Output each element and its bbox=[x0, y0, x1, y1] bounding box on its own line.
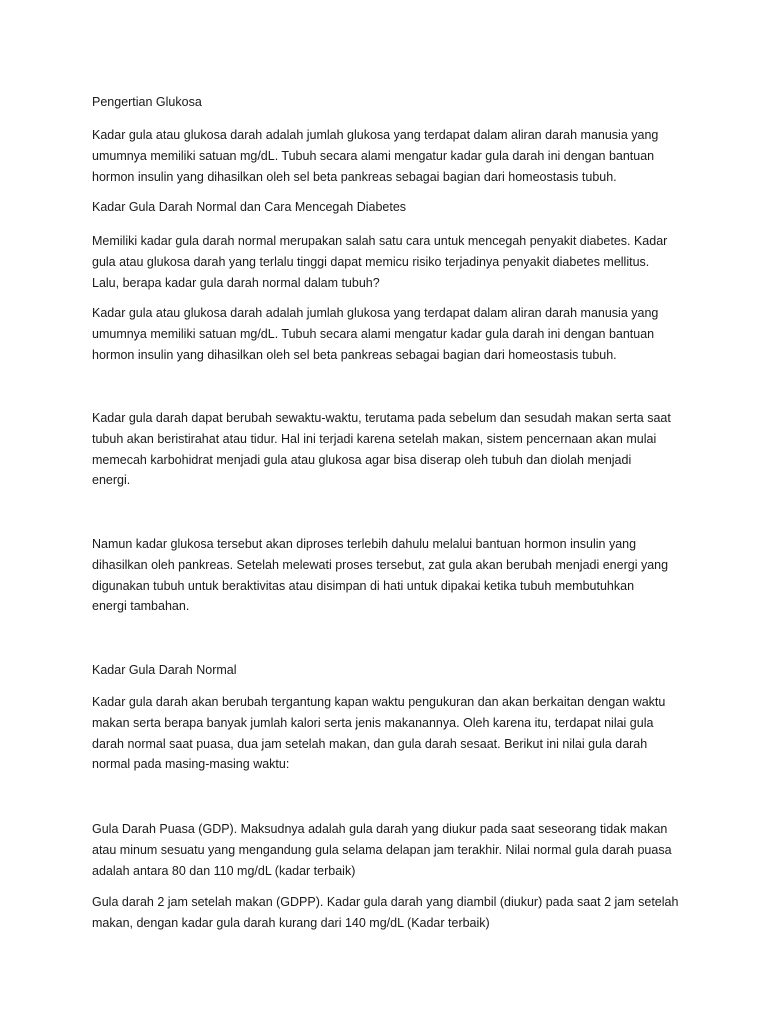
text-line: makan serta berapa banyak jumlah kalori serta jenis makanannya. Oleh karena itu, terdapat nilai gula bbox=[92, 715, 654, 730]
text-line: Kadar gula darah akan berubah tergantung kapan waktu pengukuran dan akan berkaitan dengan waktu bbox=[92, 695, 666, 709]
heading-kadar-gula-darah-normal: Kadar Gula Darah Normal bbox=[92, 663, 237, 677]
paragraph-mencegah-diabetes bbox=[92, 231, 684, 293]
text-line: dihasilkan oleh pankreas. Setelah melewati proses tersebut, zat gula akan berubah menjadi energi yang bbox=[92, 557, 669, 572]
paragraph-definisi-glukosa bbox=[92, 125, 684, 187]
paragraph-waktu-pengukuran bbox=[92, 692, 684, 775]
text-line: Gula Darah Puasa (GDP). Maksudnya adalah gula darah yang diukur pada saat seseorang tidak makan bbox=[92, 822, 668, 836]
text-line: umumnya memiliki satuan mg/dL. Tubuh secara alami mengatur kadar gula darah ini dengan bantuan bbox=[92, 148, 655, 163]
text-line: energi tambahan. bbox=[92, 599, 190, 614]
text-line: memecah karbohidrat menjadi gula atau glukosa agar bisa diserap oleh tubuh dan diolah menjadi bbox=[92, 452, 632, 467]
paragraph-definisi-glukosa-repeat bbox=[92, 303, 684, 365]
paragraph-gula-darah-2-jam bbox=[92, 892, 684, 934]
text-line: energi. bbox=[92, 473, 131, 488]
text-line: Gula darah 2 jam setelah makan (GDPP). Kadar gula darah yang diambil (diukur) pada saat 2 jam setelah bbox=[92, 895, 679, 909]
paragraph-gula-darah-puasa bbox=[92, 819, 684, 881]
text-line: digunakan tubuh untuk beraktivitas atau disimpan di hati untuk dipakai ketika tubuh membutuhkan bbox=[92, 578, 635, 593]
text-line: Namun kadar glukosa tersebut akan diproses terlebih dahulu melalui bantuan hormon insulin yang bbox=[92, 537, 637, 551]
text-line: Kadar gula atau glukosa darah adalah jumlah glukosa yang terdapat dalam aliran darah manusia yang bbox=[92, 128, 659, 142]
text-line: normal pada masing-masing waktu: bbox=[92, 757, 290, 772]
heading-kadar-normal-cegah-diabetes: Kadar Gula Darah Normal dan Cara Mencegah Diabetes bbox=[92, 200, 407, 214]
text-line: hormon insulin yang dihasilkan oleh sel beta pankreas sebagai bagian dari homeostasis tubuh. bbox=[92, 347, 617, 362]
text-line: Memiliki kadar gula darah normal merupakan salah satu cara untuk mencegah penyakit diabetes. Kadar bbox=[92, 234, 668, 248]
text-line: umumnya memiliki satuan mg/dL. Tubuh secara alami mengatur kadar gula darah ini dengan bantuan bbox=[92, 326, 655, 341]
text-line: makan, dengan kadar gula darah kurang dari 140 mg/dL (Kadar terbaik) bbox=[92, 915, 490, 930]
text-line: hormon insulin yang dihasilkan oleh sel beta pankreas sebagai bagian dari homeostasis tubuh. bbox=[92, 169, 617, 184]
text-line: gula atau glukosa darah yang terlalu tinggi dapat memicu risiko terjadinya penyakit diabetes mellitus. bbox=[92, 254, 650, 269]
text-line: Kadar gula darah dapat berubah sewaktu-waktu, terutama pada sebelum dan sesudah makan serta saat bbox=[92, 411, 671, 425]
paragraph-hormon-insulin bbox=[92, 534, 684, 617]
text-line: atau minum sesuatu yang mengandung gula selama delapan jam terakhir. Nilai normal gula darah puasa bbox=[92, 842, 672, 857]
heading-pengertian-glukosa: Pengertian Glukosa bbox=[92, 95, 202, 109]
text-line: Kadar gula atau glukosa darah adalah jumlah glukosa yang terdapat dalam aliran darah manusia yang bbox=[92, 306, 659, 320]
text-line: adalah antara 80 dan 110 mg/dL (kadar terbaik) bbox=[92, 863, 356, 878]
paragraph-perubahan-kadar bbox=[92, 408, 684, 491]
text-line: tubuh akan beristirahat atau tidur. Hal ini terjadi karena setelah makan, sistem pencernaan akan mulai bbox=[92, 431, 657, 446]
text-line: darah normal saat puasa, dua jam setelah makan, dan gula darah sesaat. Berikut ini nilai gula darah bbox=[92, 736, 648, 751]
text-line: Lalu, berapa kadar gula darah normal dalam tubuh? bbox=[92, 275, 380, 290]
